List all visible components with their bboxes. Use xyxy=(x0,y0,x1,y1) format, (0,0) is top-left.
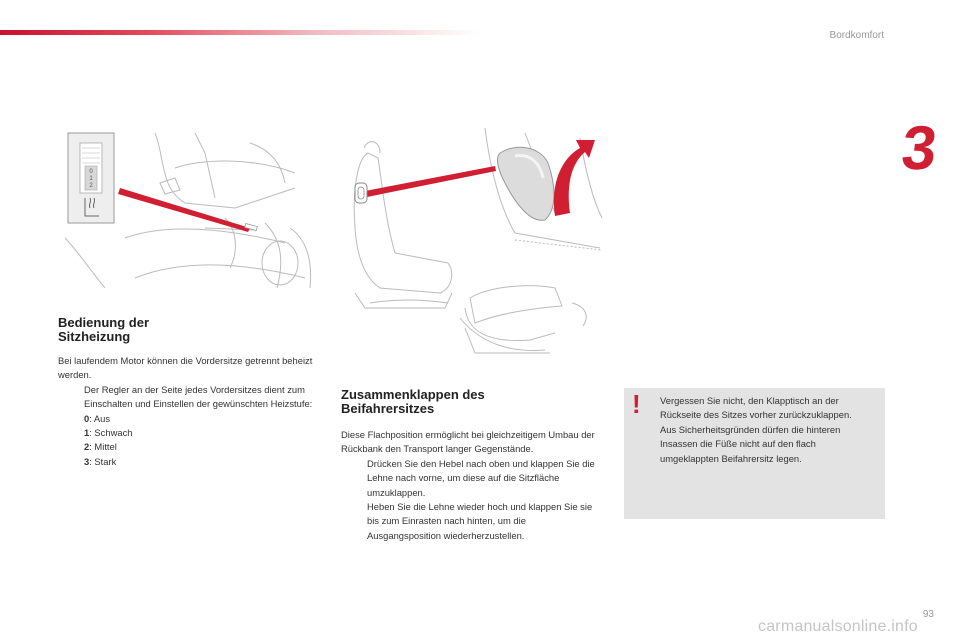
watermark: carmanualsonline.info xyxy=(758,618,918,635)
section-title: Bordkomfort xyxy=(829,30,884,41)
fold-intro: Diese Flachposition ermöglicht bei gleichzeitigem Umbau der Rückbank den Transport langer Gegenstände. xyxy=(341,429,595,455)
heating-section-body xyxy=(58,354,320,469)
heading-line: Bedienung der xyxy=(58,315,150,330)
level-key: 1 xyxy=(84,427,90,439)
level-label: : Mittel xyxy=(89,441,117,453)
top-accent-bar xyxy=(0,30,480,35)
dial-label: 2 xyxy=(89,183,93,189)
step-text: Drücken Sie den Hebel nach oben und klappen Sie die Lehne nach vorne, um diese auf die Sitzfläche umzuklappen. xyxy=(367,457,595,498)
chapter-number: 3 xyxy=(898,114,941,183)
heat-level-item xyxy=(58,426,320,440)
heading-line: Beifahrersitzes xyxy=(341,401,435,416)
heating-instruction xyxy=(58,383,320,412)
level-key: 3 xyxy=(84,455,90,467)
level-key: 0 xyxy=(84,412,90,424)
instruction-text: Der Regler an der Seite jedes Vordersitzes dient zum Einschalten und Einstellen der gewünschten Heizstufe: xyxy=(84,383,313,410)
heat-level-item xyxy=(58,440,320,454)
warning-line: Vergessen Sie nicht, den Klapptisch an der Rückseite des Sitzes vorher zurückzuklappen. xyxy=(660,395,852,421)
fold-section-title xyxy=(341,388,581,416)
warning-text xyxy=(660,394,875,466)
fold-step xyxy=(341,457,597,500)
fold-step xyxy=(341,500,597,543)
warning-box xyxy=(624,388,885,519)
level-label: : Stark xyxy=(89,455,117,467)
heating-intro: Bei laufendem Motor können die Vordersitze getrennt beheizt werden. xyxy=(58,355,313,381)
warning-icon: ! xyxy=(632,389,641,419)
dial-label: 0 xyxy=(89,169,93,175)
page-number: 93 xyxy=(922,609,934,620)
heading-line: Zusammenklappen des xyxy=(341,387,485,402)
fold-seat-illustration xyxy=(340,128,605,363)
warning-line: Aus Sicherheitsgründen dürfen die hinteren Insassen die Füße nicht auf den flach umgeklappten Beifahrersitz legen. xyxy=(660,423,841,464)
heading-line: Sitzheizung xyxy=(58,329,131,344)
step-text: Heben Sie die Lehne wieder hoch und klappen Sie sie bis zum Einrasten nach hinten, um die Ausgangsposition wiederherzustellen. xyxy=(367,501,593,541)
heat-level-item xyxy=(58,455,320,469)
level-label: : Aus xyxy=(89,412,111,424)
heating-section-title xyxy=(58,316,298,344)
level-label: : Schwach xyxy=(89,427,133,439)
level-key: 2 xyxy=(84,441,90,453)
dial-label: 1 xyxy=(89,176,93,182)
heat-level-item xyxy=(58,412,320,426)
seat-heating-illustration xyxy=(65,128,317,298)
fold-section-body xyxy=(341,428,597,543)
